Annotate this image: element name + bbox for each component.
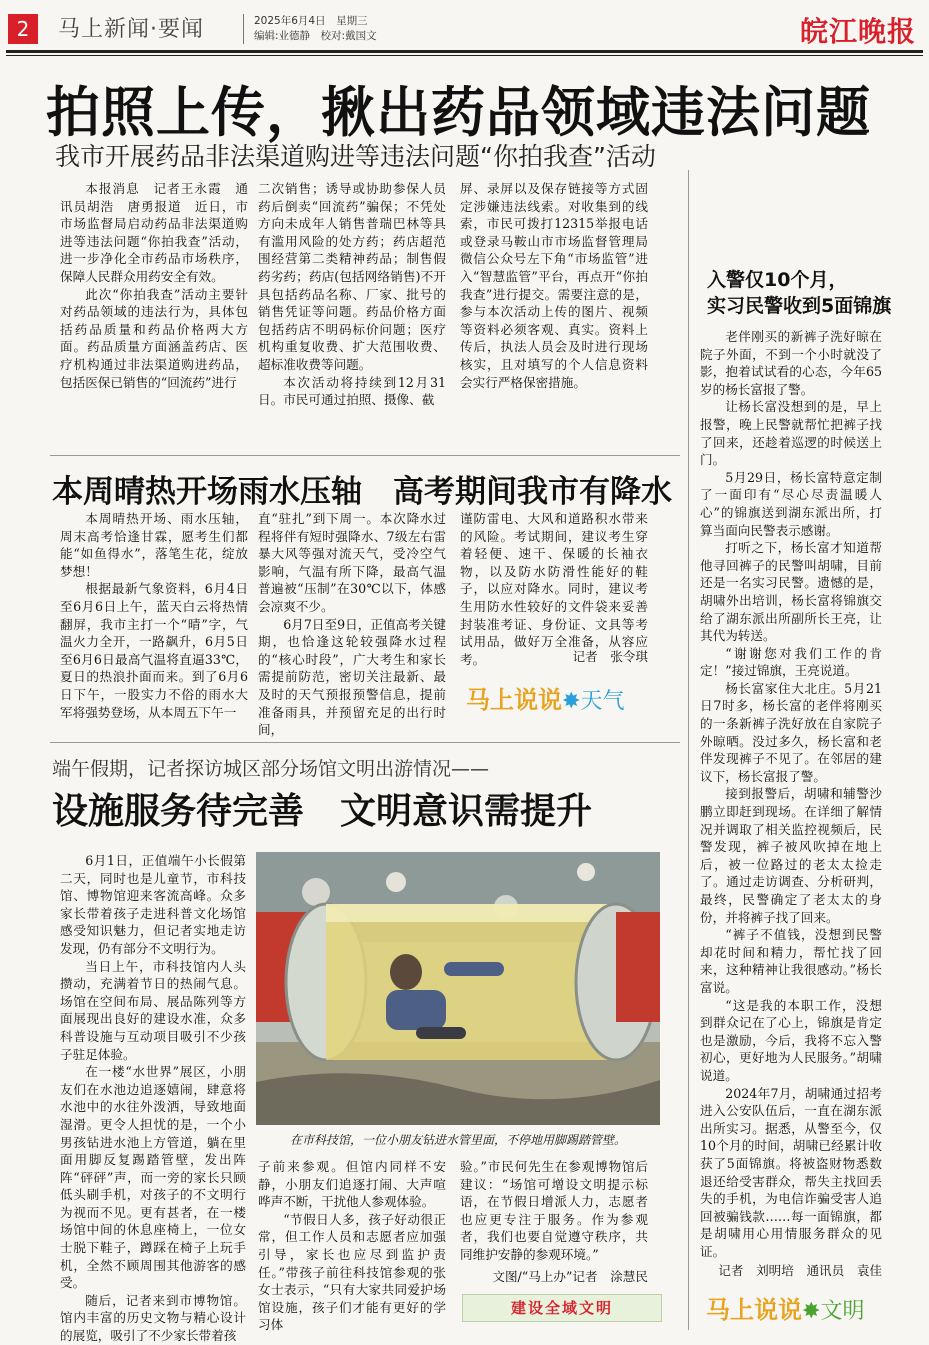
- paragraph: 打听之下，杨长富才知道帮他寻回裤子的民警叫胡啸，目前还是一名实习民警。遗憾的是，胡啸外出培训，杨长富将锦旗交给了湖东派出所副所长王亮，让其代为转送。: [700, 540, 882, 644]
- paragraph: 子前来参观。但馆内同样不安静，小朋友们追逐打闹、大声喧哗声不断，干扰他人参观体验。: [258, 1159, 446, 1210]
- civilization-banner: 建设全域文明: [462, 1294, 662, 1322]
- photo-illustration: [256, 852, 660, 1125]
- article3-column-3: [460, 1158, 648, 1270]
- header-divider: [243, 14, 244, 44]
- paragraph: 验。”市民何先生在参观博物馆后建议：“场馆可增设文明提示标语，在节假日增派人力，志愿者也应更专注于服务。作为参观者，我们也要自觉遵守秩序，共同维护安静的参观环境。”: [460, 1159, 648, 1262]
- sun-icon: ✸: [562, 689, 581, 714]
- article2-column-1: [60, 510, 248, 738]
- weather-column-logo: [466, 680, 624, 715]
- paragraph: 本报消息 记者王永霞 通讯员胡浩 唐勇报道 近日，市市场监督局启动药品非法渠道购进等违法问题“你拍我查”活动，进一步净化全市药品市场秩序，保障人民群众用药安全有效。: [60, 181, 248, 284]
- header-rule: [6, 50, 923, 53]
- issue-date: 2025年6月4日 星期三: [254, 15, 368, 27]
- article1-column-2: [258, 180, 446, 408]
- section-title: 马上新闻·要闻: [58, 17, 204, 42]
- logo-sub-text: 天气: [580, 689, 625, 714]
- article1-column-3: [460, 180, 648, 408]
- article2-byline: 记者 张令琪: [572, 649, 648, 664]
- paragraph: 本周晴热开场、雨水压轴，周末高考恰逢甘霖，愿考生们都能“如鱼得水”，落笔生花，绽放梦想！: [60, 511, 248, 579]
- page-number: 2: [8, 14, 38, 44]
- sun-icon: ✸: [802, 1299, 821, 1324]
- paragraph: 本次活动将持续到12月31日。市民可通过拍照、摄像、截: [258, 374, 446, 408]
- issue-meta: [254, 14, 377, 44]
- paragraph: “节假日人多，孩子好动很正常，但工作人员和志愿者应加强引导，家长也应尽到监护责任。”带孩子前往科技馆参观的张女士表示，“只有大家共同爱护场馆设施，孩子们才能有更好的学习体: [258, 1211, 446, 1333]
- paragraph: 接到报警后，胡啸和辅警沙鹏立即赶到现场。在详细了解情况并调取了相关监控视频后，民警发现，裤子被风吹掉在地上后，被一位路过的老太太捡走了。通过走访调查、分析研判，最终，民警确定了老太太的身份，并将裤子找了回来。: [700, 786, 882, 925]
- sidebar-byline: 记者 刘明培 通讯员 袁佳: [718, 1263, 882, 1278]
- paragraph: 直“驻扎”到下周一。本次降水过程将伴有短时强降水、7级左右雷暴大风等强对流天气，受冷空气影响，气温有所下降，最高气温普遍被“压制”在30℃以下，体感会凉爽不少。: [258, 511, 446, 614]
- paragraph: 二次销售；诱导或协助参保人员药后倒卖“回流药”骗保；不凭处方向未成年人销售普瑞巴林等具有滥用风险的处方药；药店超范围经营第二类精神药品；制售假药劣药；药店(包括网络销售)不开具包括药品名称、厂家、批号的销售凭证等问题。药品价格方面包括药店不明码标价问题；医疗机构重复收费、扩大范围收费、超标准收费等问题。: [258, 181, 446, 372]
- sidebar-headline-line1: 入警仅10个月，: [707, 269, 848, 291]
- paragraph: 谨防雷电、大风和道路积水带来的风险。考试期间，建议考生穿着轻便、速干、保暖的长袖衣物，以及防水防滑性能好的鞋子，以应对降水。同时，建议考生用防水性较好的文件袋来妥善封装准考证、身份证、文具等考试用品，做好万全准备，从容应考。: [460, 511, 648, 667]
- paragraph: 老伴刚买的新裤子洗好晾在院子外面，不到一个小时就没了影，抱着试试看的心态，今年65岁的杨长富报了警。: [700, 329, 882, 397]
- paragraph: 屏、录屏以及保存链接等方式固定涉嫌违法线索。对收集到的线索，市民可拨打12315举报电话或登录马鞍山市市场监督管理局微信公众号左下角“市场监管”进入“智慧监管”平台，再点开“你拍我查”进行提交。需要注意的是，参与本次活动上传的图片、视频等资料必须客观、真实。资料上传后，执法人员会及时进行现场核实，且对填写的个人信息资料会实行严格保密措施。: [460, 181, 648, 390]
- header-rule-thin: [6, 55, 923, 56]
- article1-column-1: [60, 180, 248, 408]
- article3-headline: 设施服务待完善 文明意识需提升: [52, 791, 593, 832]
- article3-column-1: [60, 852, 246, 1344]
- article3-kicker: 端午假期，记者探访城区部分场馆文明出游情况——: [52, 758, 490, 780]
- newspaper-logo: 皖江晚报: [800, 15, 917, 48]
- section-rule: [50, 455, 680, 456]
- paragraph: 5月29日，杨长富特意定制了一面印有“尽心尽责温暖人心”的锦旗送到湖东派出所，打算当面向民警表示感谢。: [700, 469, 882, 538]
- paragraph: 6月7日至9日，正值高考关键期，也恰逢这轮较强降水过程的“核心时段”，广大考生和家长需提前防范，密切关注最新、最及时的天气预报预警信息，提前准备雨具，并预留充足的出行时间，: [258, 616, 446, 738]
- paragraph: 当日上午，市科技馆内人头攒动，充满着节日的热闹气息。场馆在空间布局、展品陈列等方面展现出良好的建设水准，众多科普设施与互动项目吸引不少孩子驻足体验。: [60, 958, 246, 1062]
- paragraph: 随后，记者来到市博物馆。馆内丰富的历史文物与精心设计的展览，吸引了不少家长带着孩: [60, 1292, 246, 1344]
- paragraph: 此次“你拍我查”活动主要针对药品领域的违法行为，具体包括药品质量和药品价格两大方面。药品质量方面涵盖药店、医疗机构通过非法渠道购进药品，包括医保已销售的“回流药”进行: [60, 286, 248, 390]
- paragraph: 6月1日，正值端午小长假第二天，同时也是儿童节，市科技馆、博物馆迎来客流高峰。众多家长带着孩子走进科普文化场馆感受知识魅力，但记者实地走访发现，仍有部分不文明行为。: [60, 853, 246, 956]
- editors-line: 编辑:业德静 校对:戴国文: [254, 30, 377, 42]
- sidebar-headline-line2: 实习民警收到5面锦旗: [707, 295, 892, 317]
- logo-main-text: 马上说说: [706, 1296, 802, 1324]
- article1-headline: 拍照上传，揪出药品领域违法问题: [46, 81, 871, 144]
- civilization-column-logo: [706, 1290, 864, 1325]
- news-photo: [256, 852, 660, 1125]
- article2-column-3: [460, 510, 648, 667]
- paragraph: “谢谢您对我们工作的肯定！”接过锦旗，王亮说道。: [700, 645, 882, 679]
- article3-column-2: [258, 1158, 446, 1333]
- paragraph: 在一楼“水世界”展区，小朋友们在水池边追逐嬉闹，肆意将水池中的水往外泼洒，导致地面湿滑。更令人担忧的是，一个小男孩钻进水池上方管道，躺在里面用脚反复踢踏管壁，发出阵阵“砰砰”声，而一旁的家长只顾低头刷手机，对孩子的不文明行为视而不见。更有甚者，在一楼场馆中间的休息座椅上，一位女士脱下鞋子，蹲踩在椅子上玩手机，全然不顾周围其他游客的感受。: [60, 1064, 246, 1291]
- logo-main-text: 马上说说: [466, 686, 562, 714]
- article2-headline: 本周晴热开场雨水压轴 高考期间我市有降水: [52, 474, 672, 510]
- sidebar-headline: [707, 267, 907, 319]
- article2-column-2: [258, 510, 446, 738]
- paragraph: “这是我的本职工作，没想到群众记在了心上，锦旗是肯定也是激励，今后，我将不忘入警初心，更好地为人民服务。”胡啸说道。: [700, 997, 882, 1083]
- paragraph: “裤子不值钱，没想到民警却花时间和精力，帮忙找了回来，这种精神让我很感动。”杨长富说。: [700, 927, 882, 995]
- logo-sub-text: 文明: [820, 1299, 865, 1324]
- photo-caption: 在市科技馆，一位小朋友钻进水管里面，不停地用脚踢踏管壁。: [289, 1133, 626, 1147]
- sidebar-column: [700, 328, 882, 1264]
- article1-subheadline: 我市开展药品非法渠道购进等违法问题“你拍我查”活动: [55, 142, 656, 171]
- paragraph: 根据最新气象资料，6月4日至6月6日上午，蓝天白云将热情翻屏，我市主打一个“晴”字，气温火力全开，一路飙升，6月5日至6月6日最高气温将直逼33℃，夏日的热浪扑面而来。到了6月6日下午，一股实力不俗的雨水大军将强势登场，从本周五下午一: [60, 581, 248, 720]
- sidebar-divider: [688, 170, 689, 1330]
- paragraph: 杨长富家住大北庄。5月21日7时多，杨长富的老伴将刚买的一条新裤子洗好放在自家院子外晾晒。没过多久，杨长富和老伴发现裤子不见了。在邻居的建议下，杨长富报了警。: [700, 680, 882, 784]
- paragraph: 2024年7月，胡啸通过招考进入公安队伍后，一直在湖东派出所实习。据悉，从警至今，仅10个月的时间，胡啸已经累计收获了5面锦旗。将被盗财物悉数退还给受害群众，帮失主找回丢失的手机，为电信诈骗受害人追回被骗钱款……每一面锦旗，都是胡啸用心用情服务群众的见证。: [700, 1085, 882, 1259]
- section-rule: [50, 742, 680, 743]
- article3-byline: 文图/“马上办”记者 涂慧民: [492, 1269, 648, 1284]
- paragraph: 让杨长富没想到的是，早上报警，晚上民警就帮忙把裤子找了回来，还趁着巡逻的时候送上门。: [700, 399, 882, 468]
